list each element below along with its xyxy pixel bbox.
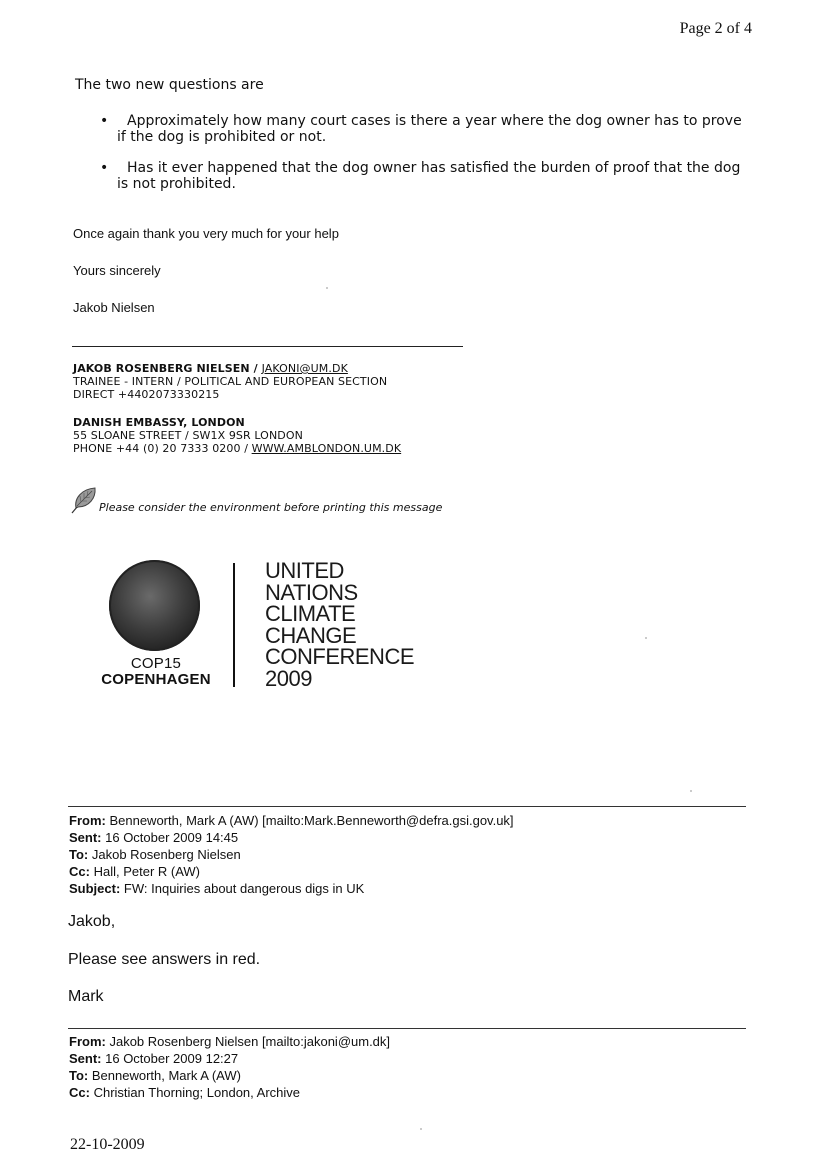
- cop15-globe-logo: [109, 560, 200, 651]
- leaf-icon: [68, 484, 100, 514]
- subject-value: FW: Inquiries about dangerous digs in UK: [123, 881, 365, 896]
- from-label: From:: [69, 1034, 106, 1049]
- wordmark-line: CHANGE: [265, 622, 357, 648]
- question-line-1: Has it ever happened that the dog owner has satisfied the burden of proof that the dog: [127, 160, 741, 176]
- bullet-dot: •: [100, 160, 109, 176]
- email-header: [69, 812, 514, 897]
- signature-org: DANISH EMBASSY, LONDON: [73, 416, 245, 429]
- from-value: Benneworth, Mark A (AW) [mailto:Mark.Benneworth@defra.gsi.gov.uk]: [109, 813, 514, 828]
- to-label: To:: [69, 1068, 89, 1083]
- cop15-line: COP15: [130, 655, 182, 672]
- wordmark-line: 2009: [265, 665, 312, 691]
- scan-speck: [645, 637, 647, 639]
- signature-contact: [73, 362, 387, 401]
- to-value: Benneworth, Mark A (AW): [91, 1068, 241, 1083]
- wordmark-line: NATIONS: [265, 579, 358, 605]
- page-number: Page 2 of 4: [679, 20, 752, 37]
- email-greeting: Jakob,: [68, 913, 116, 930]
- sent-label: Sent:: [69, 830, 102, 845]
- question-line-2: if the dog is prohibited or not.: [117, 129, 327, 145]
- cc-value: Hall, Peter R (AW): [93, 864, 200, 879]
- subject-label: Subject:: [69, 881, 121, 896]
- sent-value: 16 October 2009 12:27: [105, 1051, 239, 1066]
- logo-divider: [233, 563, 235, 687]
- wordmark-line: CONFERENCE: [265, 644, 415, 669]
- to-label: To:: [69, 847, 89, 862]
- signature-street: 55 SLOANE STREET / SW1X 9SR LONDON: [73, 429, 303, 442]
- cc-label: Cc:: [69, 1085, 90, 1100]
- signature-email-link[interactable]: JAKONI@UM.DK: [261, 362, 348, 375]
- signature-website-link[interactable]: WWW.AMBLONDON.UM.DK: [251, 442, 402, 455]
- thanks-line: Once again thank you very much for your help: [73, 226, 339, 241]
- signature-direct: DIRECT +4402073330215: [73, 388, 220, 401]
- closing-line: Yours sincerely: [73, 263, 161, 278]
- email-divider: [68, 1028, 746, 1029]
- email-signoff: Mark: [68, 988, 104, 1005]
- scan-speck: [420, 1128, 422, 1130]
- to-value: Jakob Rosenberg Nielsen: [91, 847, 241, 862]
- bullet-dot: •: [100, 113, 109, 129]
- question-line-1: Approximately how many court cases is there a year where the dog owner has to prove: [127, 113, 742, 129]
- wordmark-line: UNITED: [265, 558, 344, 583]
- eco-note: Please consider the environment before printing this message: [99, 501, 443, 514]
- cop15-label: [96, 656, 216, 688]
- from-value: Jakob Rosenberg Nielsen [mailto:jakoni@um.dk]: [109, 1034, 391, 1049]
- cc-value: Christian Thorning; London, Archive: [93, 1085, 301, 1100]
- question-item: [100, 113, 757, 145]
- signature-divider: [72, 346, 463, 347]
- unccc-wordmark: [265, 560, 414, 689]
- email-divider: [68, 806, 746, 807]
- signature-role: TRAINEE - INTERN / POLITICAL AND EUROPEAN SECTION: [73, 375, 388, 388]
- signature-name: JAKOB ROSENBERG NIELSEN: [73, 362, 250, 375]
- signoff-name: Jakob Nielsen: [73, 300, 155, 315]
- email-header: [69, 1033, 390, 1101]
- sent-label: Sent:: [69, 1051, 102, 1066]
- sent-value: 16 October 2009 14:45: [105, 830, 239, 845]
- footer-date: 22-10-2009: [70, 1136, 145, 1153]
- intro-line: The two new questions are: [75, 77, 264, 93]
- question-item: [100, 160, 757, 192]
- signature-separator: /: [249, 362, 262, 375]
- signature-address: DANISH EMBASSY, LONDON 55 SLOANE STREET / SW1X 9SR LONDON PHONE +44 (0) 20 7333 0200 / WWW.AMBLONDON.UM.DK: [73, 416, 402, 455]
- wordmark-line: CLIMATE: [265, 601, 356, 626]
- scan-speck: [326, 287, 328, 289]
- scan-speck: [690, 790, 692, 792]
- copenhagen-line: COPENHAGEN: [101, 671, 211, 688]
- signature-phone: PHONE +44 (0) 20 7333 0200: [73, 442, 241, 455]
- cc-label: Cc:: [69, 864, 90, 879]
- email-body: Please see answers in red.: [68, 951, 261, 968]
- question-line-2: is not prohibited.: [117, 176, 236, 192]
- from-label: From:: [69, 813, 106, 828]
